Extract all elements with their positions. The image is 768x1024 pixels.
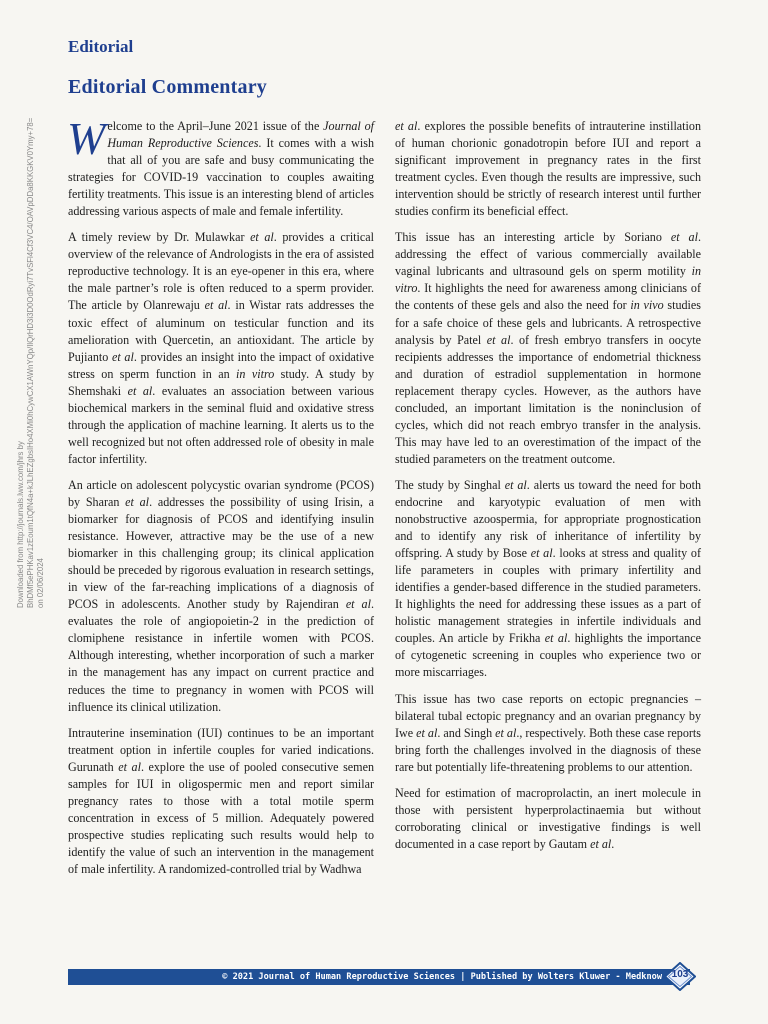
italic-text: in vivo	[630, 298, 664, 313]
text-run: . addressing the effect of various commercially available vaginal lubricants and ultrasound gels on sperm motility	[395, 230, 701, 279]
text-run: Intrauterine insemination (IUI) continues to be an important treatment option in infertile couples for varied indications. Gurunath	[68, 725, 374, 774]
italic-text: et al	[504, 477, 527, 492]
italic-text: et al	[395, 119, 418, 133]
italic-text: et al	[204, 298, 228, 313]
text-run: elcome to the April–June 2021 issue of the	[107, 119, 324, 133]
text-run: A timely review by Dr. Mulawkar	[68, 230, 251, 245]
page-number-badge	[664, 962, 696, 991]
italic-text: et al	[670, 230, 698, 245]
italic-text: et al	[416, 725, 438, 740]
text-run: . explore the use of pooled consecutive semen samples for IUI in oligospermic men and report similar pregnancy rates to those with a total motile sperm concentration in excess of 5 million. Adequately powered prospective studies replicating such results would help to identify the value of such an intervention in the management of male infertility. A randomized-controlled trial by Wadhwa	[68, 759, 374, 876]
text-run: An article on adolescent polycystic ovarian syndrome (PCOS) by Sharan	[68, 477, 374, 509]
paragraph	[395, 785, 701, 853]
italic-text: et al	[250, 230, 274, 245]
text-run: . evaluates the role of angiopoietin-2 in the prediction of clomiphene resistance in infertile women with PCOS. Although interesting, whether incorporation of such a marker in the management has any impact on current practice and reduces the time to pregnancy in women with PCOS will influence its clinical utilization.	[68, 597, 374, 714]
italic-text: et al	[495, 725, 517, 740]
paragraph-text	[67, 113, 375, 219]
text-run: study. A study by Shemshaki	[68, 366, 374, 398]
italic-text: et al	[590, 836, 612, 851]
paragraph	[68, 725, 374, 878]
paragraph	[68, 477, 374, 716]
italic-text: et al	[125, 494, 150, 509]
text-run: . looks at stress and quality of life parameters in couples with primary infertility and identifies a gender-based difference in the studied parameters. It highlights the need for addressing these issues as a part of holistic management strategies in infertile individuals and couples. An article by Frikha	[395, 546, 701, 646]
paragraph	[395, 118, 701, 220]
text-run: This issue has two case reports on ectopic pregnancies – bilateral tubal ectopic pregnancy and an ovarian pregnancy by Iwe	[395, 691, 701, 740]
text-run: . It comes with a wish that all of you are safe and busy communicating the strategies for COVID-19 vaccination to couples awaiting fertility treatments. This issue is an interesting blend of articles addressing various aspects of male and female infertility.	[68, 136, 375, 219]
text-run: Need for estimation of macroprolactin, an inert molecule in those with persistent hyperprolactinaemia but without corroborating clinical or investigative findings is well documented in a case report by Gautam	[395, 785, 701, 851]
text-run: . and Singh	[437, 725, 496, 740]
paragraph	[395, 229, 701, 468]
download-watermark: Downloaded from http://journals.lww.com/jhrs by BhDMf5ePHKav1zEoum1tQfN4a+kJLhEZgbsIHo4XMi0hCywCX1AWnYQp/IlQrHD3i3D0OdRyi7TvSFl4Cf3VC4/OAVpDDa8KKGKV0Ymy+78= on 02/06/2024	[16, 117, 45, 608]
text-run: ., respectively. Both these case reports bring forth the challenges involved in the diagnosis of these rare but potentially life-threatening problems to our attention.	[395, 725, 701, 774]
text-run: The study by Singhal	[395, 477, 505, 492]
page-number: 103	[671, 969, 689, 980]
italic-text: et al	[112, 349, 134, 364]
italic-text: in vitro	[395, 264, 701, 296]
italic-text: et al	[486, 332, 511, 347]
left-column	[67, 113, 375, 887]
italic-text: et al	[127, 383, 153, 398]
section-label: Editorial	[68, 37, 134, 56]
italic-text: et al	[530, 546, 553, 561]
italic-text: Journal of Human Reproductive Sciences	[107, 119, 374, 151]
text-run: This issue has an interesting article by Soriano	[395, 230, 671, 245]
italic-text: et al	[118, 759, 141, 774]
drop-cap: W	[67, 113, 106, 164]
text-run: . addresses the possibility of using Irisin, a biomarker for diagnosis of PCOS and identifying insulin resistance. However, attractive may be the use of a new biomarker in this challenging group; its clinical application should be preceded by rigorous evaluation in research settings, in view of the far-reaching implications of a diagnosis of PCOS in adolescents. Another study by Rajendiran	[68, 494, 374, 612]
text-run: .	[611, 836, 615, 851]
text-run: . explores the possible benefits of intrauterine instillation of human chorionic gonadotropin before IUI and report a significant improvement in pregnancy rates in the first treatment cycles. Even though the results are impressive, such intervention should be strictly of research interest until further studies confirm its beneficial effect.	[395, 119, 701, 219]
text-run: . provides an insight into the impact of oxidative stress on sperm function in an	[68, 349, 374, 381]
paragraph	[395, 477, 701, 682]
text-run: . evaluates an association between various biochemical markers in the seminal fluid and oxidative stress through the application of machine learning. It alerts us to the well recognized but not often addressed role of obesity in male factor infertility.	[68, 383, 374, 466]
text-run: . provides a critical overview of the relevance of Andrologists in the era of assisted reproductive technology. It is an eye-opener in this era, where the male partner’s role is often reduced to a sperm provider. The article by Olanrewaju	[68, 230, 374, 313]
text-run: studies for a safe choice of these gels and lubricants. A retrospective analysis by Patel	[395, 298, 701, 347]
text-run: . highlights the importance of cytogenetic screening in couples who experience two or more miscarriages.	[395, 631, 701, 680]
italic-text: et al	[544, 631, 568, 646]
italic-text: et al	[345, 597, 371, 612]
paragraph	[67, 113, 375, 220]
footer-text: © 2021 Journal of Human Reproductive Sciences | Published by Wolters Kluwer - Medknow	[222, 972, 662, 982]
text-run: . alerts us toward the need for both endocrine and karyotypic evaluation of men with nonobstructive azoospermia, for appropriate prognostication and to identify any risk of inheritance of infertility by offspring. A study by Bose	[395, 477, 701, 561]
page-title: Editorial Commentary	[68, 76, 267, 98]
paragraph	[395, 691, 701, 776]
italic-text: in vitro	[236, 366, 275, 381]
text-run: . in Wistar rats addresses the toxic effect of aluminum on testicular function and its amelioration with Quercetin, an antioxidant. The article by Pujianto	[68, 298, 374, 364]
paragraph	[68, 229, 374, 468]
text-run: . of fresh embryo transfers in oocyte recipients addresses the importance of endometrial thickness and duration of estradiol supplementation in hormone replacement therapy cycles. However, as the authors have concluded, an important limitation is the noninclusion of cycles, which did not reach embryo transfer in the analysis. This may have led to an overestimation of the impact of the studied parameters on the treatment outcome.	[395, 332, 701, 466]
text-run: . It highlights the need for awareness among clinicians of the contents of these gels and also the need for	[395, 281, 701, 313]
right-column	[395, 118, 701, 862]
